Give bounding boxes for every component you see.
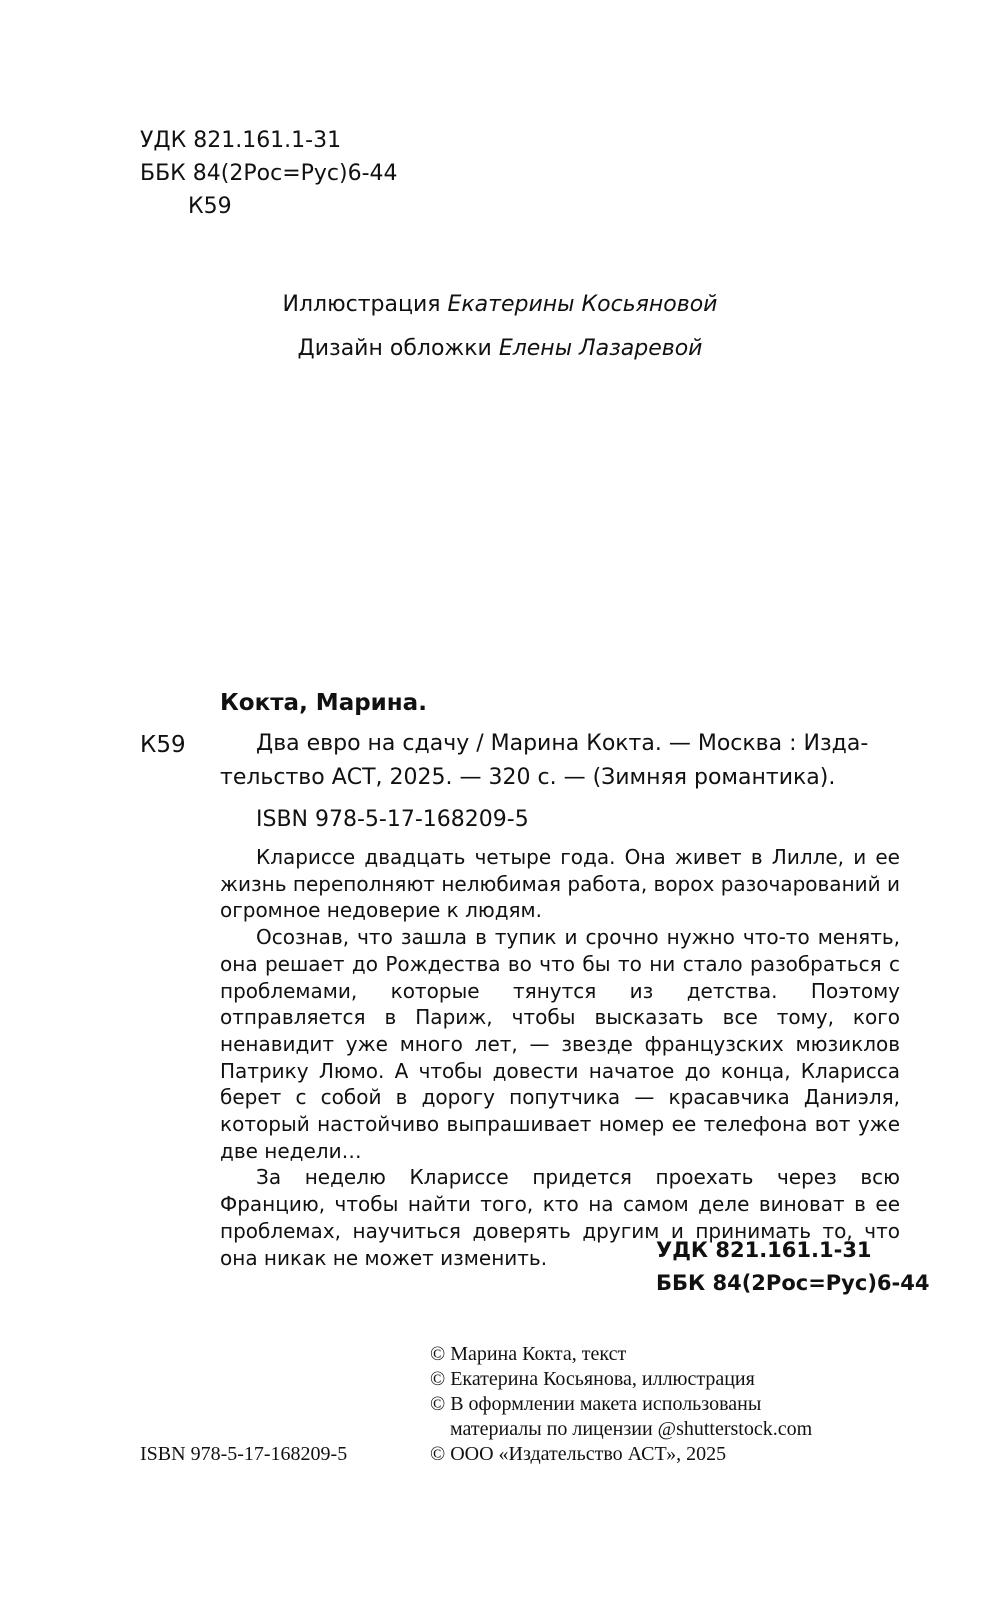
copyright-publisher: © ООО «Издательство АСТ», 2025	[430, 1443, 727, 1465]
design-prefix: Дизайн обложки	[297, 336, 492, 361]
cover-design-credit	[0, 327, 1000, 371]
copyright-text: © Марина Кокта, текст	[430, 1343, 627, 1365]
copyright-layout-line-1: © В оформлении макета использованы	[430, 1393, 762, 1415]
top-classification	[140, 124, 398, 223]
bbk-code: ББК 84(2Рос=Рус)6-44	[140, 161, 398, 186]
illustration-credit	[0, 283, 1000, 327]
description-line-2: тельство АСТ, 2025. — 320 с. — (Зимняя романтика).	[220, 765, 836, 790]
author-cipher: К59	[188, 194, 232, 219]
bottom-classification	[656, 1234, 929, 1300]
description-line-1: Два евро на сдачу / Марина Кокта. — Москва : Изда-	[256, 731, 869, 756]
designer-name: Елены Лазаревой	[498, 336, 703, 361]
annotation-paragraph: За неделю Клариссе придется проехать через всю Францию, чтобы найти того, кто на самом деле виноват в ее проблемах, научиться доверять другим и принимать то, что она никак не может изменить.	[220, 1165, 900, 1270]
copyright-illustration: © Екатерина Косьянова, иллюстрация	[430, 1368, 755, 1390]
udk-code-bold: УДК 821.161.1-31	[656, 1238, 872, 1262]
udk-code: УДК 821.161.1-31	[140, 128, 342, 153]
isbn-record: ISBN 978-5-17-168209-5	[256, 807, 529, 832]
author-heading: Кокта, Марина.	[220, 690, 427, 716]
copyright-layout-line-2: материалы по лицензии @shutterstock.com	[450, 1418, 813, 1440]
isbn-bottom: ISBN 978-5-17-168209-5	[140, 1443, 348, 1465]
illustration-prefix: Иллюстрация	[282, 292, 441, 317]
illustrator-name: Екатерины Косьяновой	[447, 292, 718, 317]
copyright-block	[430, 1342, 812, 1467]
annotation-paragraph: Клариссе двадцать четыре года. Она живет в Лилле, и ее жизнь переполняют нелюбимая работа, ворох разочарований и огромное недоверие к людям.	[220, 845, 900, 923]
annotation-paragraph: Осознав, что зашла в тупик и срочно нужно что-то менять, она решает до Рождества во что бы то ни стало разобраться с проблемами, которые тянутся из детства. Поэтому отправляется в Париж, чтобы высказать все тому, кого ненавидит уже много лет, — звезде французских мюзиклов Патрику Люмо. А чтобы довести начатое до конца, Кларисса берет с собой в дорогу попутчика — красавчика Даниэля, который настойчиво выпрашивает номер ее телефона вот уже две недели…	[220, 925, 900, 1163]
credits	[0, 283, 1000, 371]
bibliographic-description	[220, 727, 900, 795]
bbk-code-bold: ББК 84(2Рос=Рус)6-44	[656, 1271, 930, 1295]
bibliography-cipher: К59	[140, 732, 186, 758]
annotation	[220, 844, 900, 1271]
